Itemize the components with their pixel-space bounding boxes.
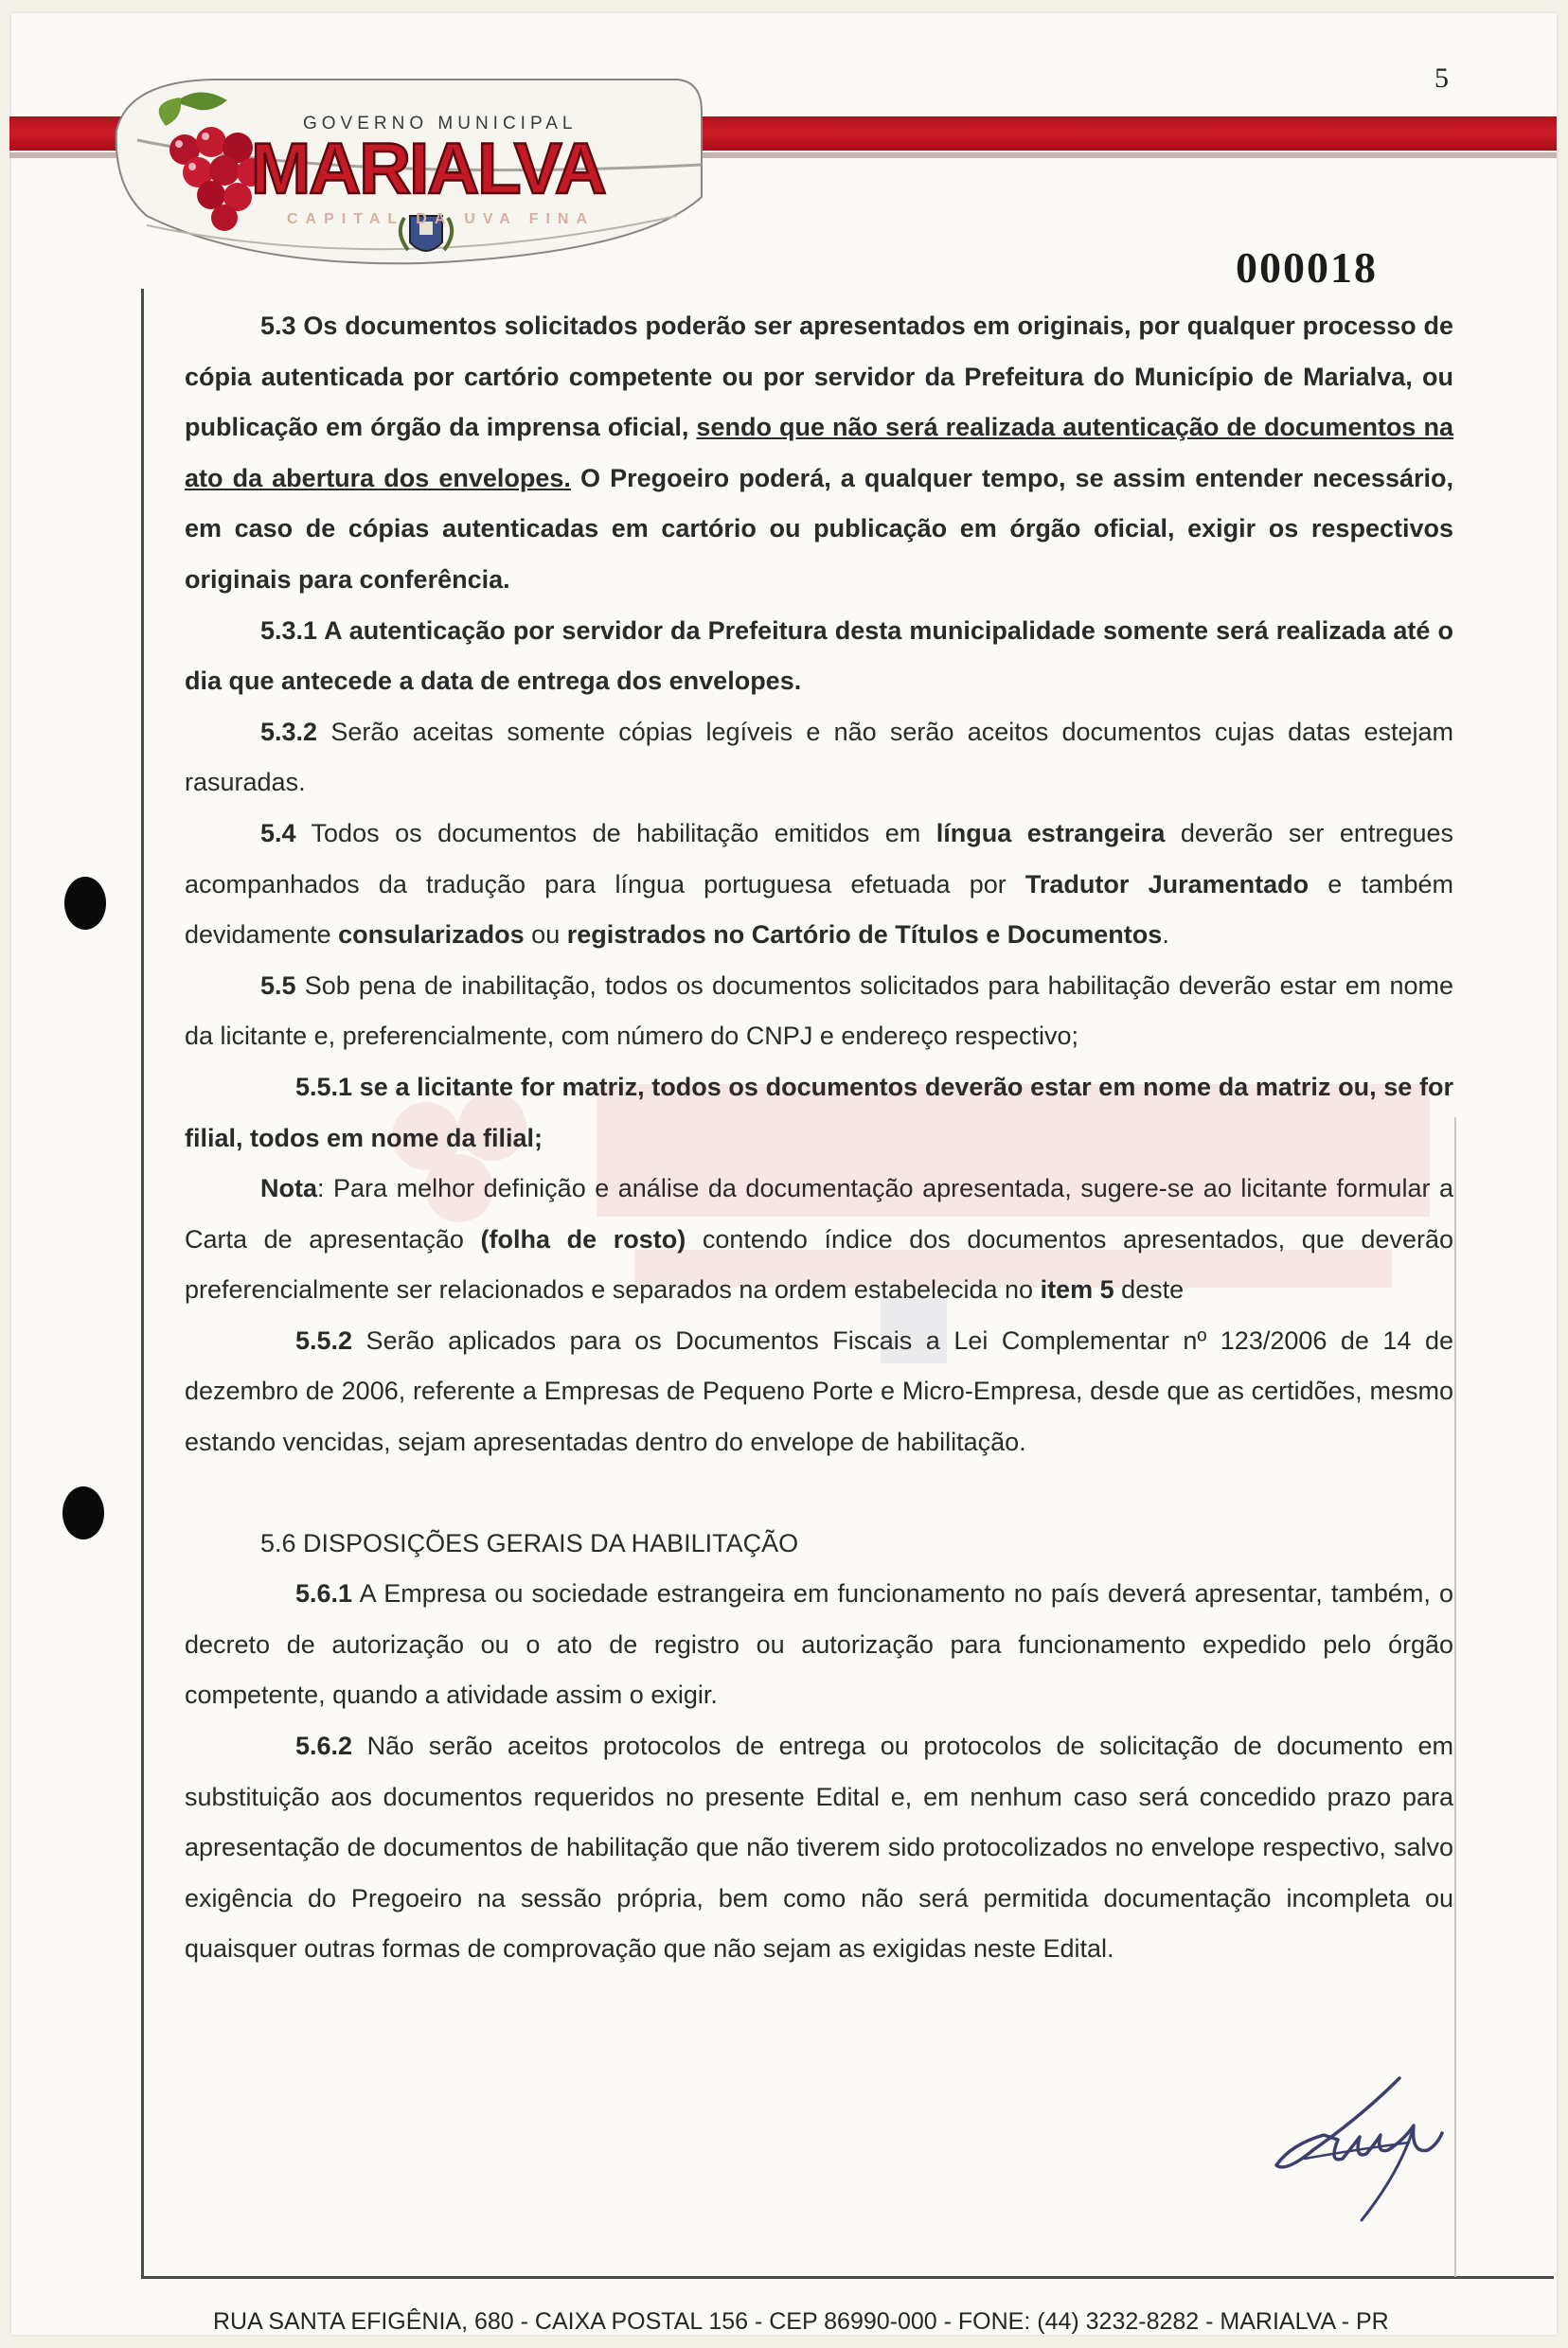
item-number: 5.5.2 xyxy=(295,1325,353,1355)
note-paragraph: Nota: Para melhor definição e análise da documentação apresentada, sugere-se ao licitante formular a Carta de apresentação (folha de rosto) contendo índice dos documentos apresentados, que deverão preferencialmente ser relacionados e separados na ordem estabelecida no item 5 deste xyxy=(185,1174,1453,1305)
item-number: 5.6.2 xyxy=(295,1732,353,1761)
marialva-logo xyxy=(109,74,704,287)
paragraph-5-3-2: 5.3.2 Serão aceitas somente cópias legíveis e não serão aceitos documentos cujas datas estejam rasuradas. xyxy=(185,717,1453,797)
paragraph-5-4: 5.4 Todos os documentos de habilitação emitidos em língua estrangeira deverão ser entregues acompanhados da tradução para língua portuguesa efetuada por Tradutor Juramentado e também devidamente consularizados ou registrados no Cartório de Títulos e Documentos. xyxy=(185,818,1454,950)
punch-hole xyxy=(64,877,106,930)
page-number: 5 xyxy=(1434,62,1449,94)
paragraph-5-5-1: 5.5.1 se a licitante for matriz, todos os documentos deverão estar em nome da matriz ou, se for filial, todos em nome da filial; xyxy=(185,1072,1453,1152)
page-frame-bottom xyxy=(141,2276,1554,2279)
item-number: 5.4 xyxy=(260,818,296,847)
logo-tagline: CAPITAL DA UVA FINA xyxy=(287,211,596,227)
paragraph-5-6-2: 5.6.2 Não serão aceitos protocolos de entrega ou protocolos de solicitação de documento em substituição aos documentos requeridos no presente Edital e, em nenhum caso será concedido prazo para apresentação de documentos de habilitação que não tiverem sido protocolizados no envelope respectivo, salvo exigência do Pregoeiro na sessão própria, bem como não será permitida documentação incompleta ou quaisquer outras formas de comprovação que não sejam as exigidas neste Edital. xyxy=(185,1732,1453,1964)
note-label: Nota xyxy=(260,1174,317,1203)
page-frame-left xyxy=(141,289,144,2279)
item-number: 5.3 xyxy=(260,311,296,340)
logo-name: MARIALVA xyxy=(251,129,605,209)
paragraph-5-3: 5.3 Os documentos solicitados poderão ser apresentados em originais, por qualquer processo de cópia autenticada por cartório competente ou por servidor da Prefeitura do Município de Marialva, ou publicação em órgão da imprensa oficial, sendo que não será realizada autenticação de documentos na ato da abertura dos envelopes. O Pregoeiro poderá, a qualquer tempo, se assim entender necessário, em caso de cópias autenticadas em cartório ou publicação em órgão oficial, exigir os respectivos originais para conferência. xyxy=(185,311,1454,594)
underlined-text: sendo que não será realizada autenticação de documentos na ato da abertura dos envelopes. xyxy=(185,413,1454,492)
handwritten-signature xyxy=(1248,2059,1449,2230)
paragraph-5-3-1: 5.3.1 A autenticação por servidor da Prefeitura desta municipalidade somente será realizada até o dia que antecede a data de entrega dos envelopes. xyxy=(185,615,1453,696)
item-number: 5.3.1 xyxy=(260,615,318,645)
item-number: 5.5 xyxy=(260,970,296,1000)
paragraph-5-6-1: 5.6.1 A Empresa ou sociedade estrangeira em funcionamento no país deverá apresentar, também, o decreto de autorização ou o ato de registro ou autorização para funcionamento expedido pelo órgão competente, quando a atividade assim o exigir. xyxy=(185,1579,1453,1710)
item-number: 5.3.2 xyxy=(260,717,318,746)
footer-address: RUA SANTA EFIGÊNIA, 680 - CAIXA POSTAL 156 - CEP 86990-000 - FONE: (44) 3232-8282 - MARIALVA - PR xyxy=(213,2308,1389,2335)
punch-hole xyxy=(62,1486,104,1539)
paragraph-5-5: 5.5 Sob pena de inabilitação, todos os documentos solicitados para habilitação deverão estar em nome da licitante e, preferencialmente, com número do CNPJ e endereço respectivo; xyxy=(185,970,1453,1051)
item-number: 5.6.1 xyxy=(295,1579,353,1609)
page-stamp-number: 000018 xyxy=(1236,243,1378,292)
paragraph-5-5-2: 5.5.2 Serão aplicados para os Documentos Fiscais a Lei Complementar nº 123/2006 de 14 de dezembro de 2006, referente a Empresas de Pequeno Porte e Micro-Empresa, desde que as certidões, mesmo estando vencidas, sejam apresentadas dentro do envelope de habilitação. xyxy=(185,1325,1453,1457)
section-heading-5-6: 5.6 DISPOSIÇÕES GERAIS DA HABILITAÇÃO xyxy=(260,1528,799,1557)
logo-top-text: GOVERNO MUNICIPAL xyxy=(303,114,578,133)
document-body xyxy=(185,301,1453,1975)
